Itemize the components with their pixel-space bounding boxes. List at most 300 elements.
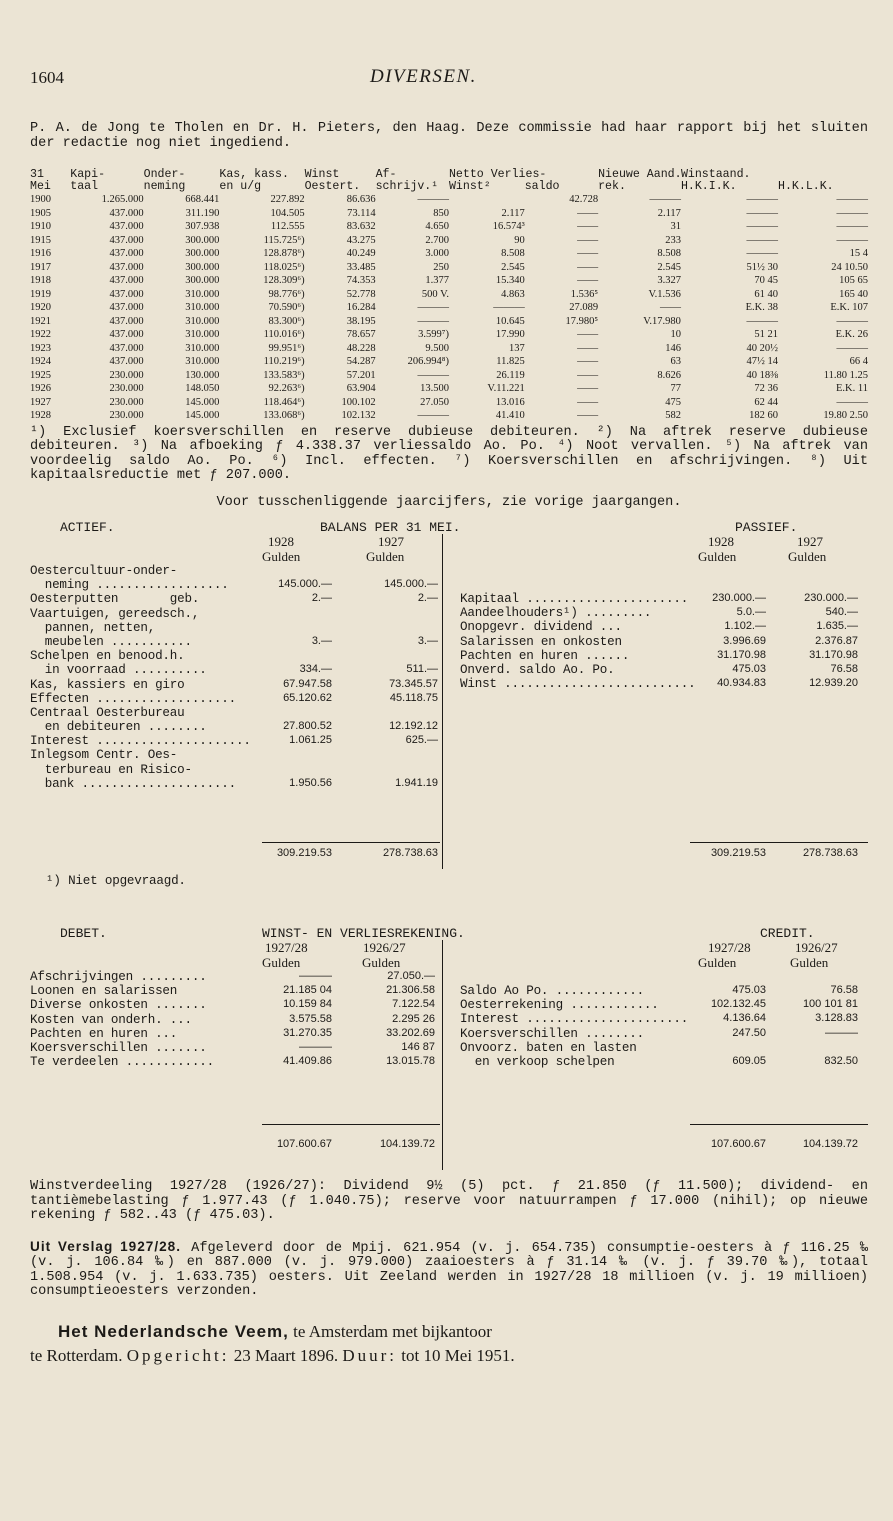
actief-label: neming ..................	[30, 578, 229, 593]
balance-sheet-header	[30, 520, 868, 534]
passief-total-rule	[690, 842, 868, 843]
credit-list	[452, 984, 868, 1069]
history-year: 1920	[30, 302, 51, 313]
history-cell: 105 65	[839, 275, 868, 286]
actief-value-2: 511.—	[406, 663, 438, 676]
history-cell: ———	[417, 410, 449, 421]
history-row	[30, 315, 868, 329]
history-cell: 54.287	[346, 356, 376, 367]
credit-value-2: 100 101 81	[802, 998, 858, 1011]
history-cell: 300.000	[185, 261, 220, 273]
history-cell: ———	[417, 302, 449, 313]
history-cell: 4.650	[425, 221, 449, 232]
history-cell: ——	[577, 234, 599, 246]
actief-value-1: 1.061.25	[289, 734, 332, 747]
debet-total-rule	[262, 1124, 440, 1125]
history-row	[30, 274, 868, 288]
passief-total-1928: 309.219.53	[710, 847, 766, 859]
actief-label: Schelpen en benood.h.	[30, 649, 185, 664]
actief-value-1: 334.—	[299, 663, 332, 676]
actief-value-2: 2.—	[417, 592, 438, 605]
history-cell: 24 10.50	[831, 261, 868, 273]
history-year: 1910	[30, 221, 51, 232]
history-cell: 300.000	[185, 248, 220, 259]
credit-value-1: 247.50	[732, 1026, 766, 1039]
history-cell: 310.000	[185, 329, 220, 340]
history-cell: 10.645	[495, 315, 525, 327]
history-head2-cell: rek.	[598, 180, 626, 193]
debet-value-2: 27.050.—	[387, 970, 435, 982]
history-row	[30, 261, 868, 275]
history-cell: 128.309⁶)	[263, 275, 305, 286]
history-cell: 437.000	[109, 261, 144, 273]
actief-label: Kas, kassiers en giro	[30, 677, 185, 692]
history-cell: ——	[577, 342, 599, 354]
debet-year-1: 1927/28	[265, 940, 308, 955]
credit-title: CREDIT.	[760, 926, 815, 941]
actief-value-2: 1.941.19	[395, 776, 438, 789]
history-row	[30, 247, 868, 261]
company-location: te Amsterdam met bijkantoor	[288, 1321, 492, 1341]
page-number: 1604	[30, 68, 64, 87]
history-head1-cell: Nieuwe Aand.	[598, 168, 682, 181]
credit-row	[452, 1027, 868, 1041]
winst-title: WINST- EN VERLIESREKENING.	[262, 926, 465, 941]
debet-label: Kosten van onderh. ...	[30, 1012, 192, 1027]
debet-row	[30, 970, 440, 984]
history-cell: 16.284	[346, 302, 376, 313]
credit-total-2: 104.139.72	[802, 1138, 858, 1150]
history-cell: ——	[577, 261, 599, 273]
history-cell: 40 20½	[746, 342, 778, 354]
profit-loss-column-headers	[30, 940, 868, 970]
actief-label: Vaartuigen, gereedsch.,	[30, 606, 200, 621]
history-cell: 118.025⁶)	[263, 261, 305, 273]
history-cell: 40 18⅜	[746, 369, 778, 381]
history-cell: 230.000	[109, 410, 144, 421]
history-cell: 133.068⁶)	[263, 410, 305, 421]
actief-value-1: 65.120.62	[283, 691, 332, 704]
history-cell: ———	[417, 369, 449, 381]
history-cell: 17.980⁵	[565, 315, 599, 327]
history-cell: ——	[577, 383, 599, 394]
history-cell: 310.000	[185, 288, 220, 300]
history-row	[30, 396, 868, 410]
history-head2-cell: H.K.L.K.	[777, 180, 834, 193]
history-cell: 112.555	[270, 221, 305, 232]
history-cell: 62 44	[754, 396, 778, 408]
history-cell: 63.904	[346, 383, 376, 394]
credit-label: Onvoorz. baten en lasten	[460, 1040, 637, 1055]
history-cell: 500 V.	[421, 288, 449, 300]
passief-label: Aandeelhouders¹) .........	[460, 606, 652, 621]
history-cell: 72 36	[754, 383, 778, 394]
debet-value-1: ———	[299, 970, 332, 982]
company-branch: te Rotterdam.	[30, 1345, 127, 1365]
history-cell: 182 60	[749, 410, 778, 421]
history-row	[30, 288, 868, 302]
history-cell: 437.000	[109, 329, 144, 340]
actief-value-1: 3.—	[311, 634, 332, 647]
history-cell: 230.000	[109, 369, 144, 381]
credit-total-1: 107.600.67	[710, 1138, 766, 1150]
passief-row	[452, 592, 868, 606]
history-cell: 3.327	[657, 275, 681, 286]
history-year: 1928	[30, 410, 51, 421]
history-cell: ———	[836, 194, 868, 205]
history-cell: 137	[508, 342, 525, 354]
actief-label: Oestercultuur-onder-	[30, 564, 178, 578]
history-row	[30, 342, 868, 356]
history-row	[30, 369, 868, 383]
actief-year-2: 1927	[378, 534, 404, 549]
debet-value-2: 7.122.54	[392, 998, 435, 1011]
credit-label: Oesterrekening ............	[460, 998, 659, 1013]
history-cell: 61 40	[754, 288, 778, 300]
history-cell: 77	[670, 383, 681, 394]
history-cell: 437.000	[109, 302, 144, 313]
credit-value-2: ———	[825, 1026, 858, 1039]
history-head2-cell: Oestert.	[304, 180, 361, 193]
credit-row	[452, 984, 868, 998]
passief-row	[452, 620, 868, 634]
history-cell: 47½ 14	[746, 356, 778, 367]
passief-value-2: 2.376.87	[815, 634, 858, 647]
history-cell: 15.340	[495, 275, 525, 286]
history-cell: 38.195	[346, 315, 376, 327]
passief-value-1: 3.996.69	[723, 634, 766, 647]
history-cell: 145.000	[185, 410, 220, 421]
actief-label: Effecten ...................	[30, 691, 237, 706]
history-header	[30, 169, 868, 193]
history-cell: 2.117	[657, 207, 681, 219]
passief-unit-2: Gulden	[788, 549, 827, 564]
page-header	[30, 60, 868, 100]
history-cell: 17.990	[495, 329, 525, 340]
history-cell: 57.201	[346, 369, 376, 381]
history-cell: ———	[417, 315, 449, 327]
history-year: 1917	[30, 261, 51, 273]
debet-value-1: ———	[299, 1040, 332, 1053]
passief-value-1: 5.0.—	[736, 606, 766, 619]
debet-list	[30, 970, 440, 1069]
history-head1-cell: 31	[30, 168, 44, 181]
credit-total-row	[452, 1138, 868, 1152]
history-cell: ——	[577, 221, 599, 232]
debet-label: Diverse onkosten .......	[30, 998, 207, 1013]
history-row	[30, 409, 868, 423]
history-cell: 300.000	[185, 275, 220, 286]
debet-value-1: 21.185 04	[283, 984, 332, 997]
actief-row	[30, 678, 440, 692]
history-cell: 233	[665, 234, 681, 246]
history-cell: 27.050	[420, 396, 449, 408]
actief-label: Centraal Oesterbureau	[30, 705, 185, 720]
history-cell	[449, 193, 525, 207]
history-cell: 41.410	[495, 410, 525, 421]
history-cell: 83.300⁶)	[268, 315, 305, 327]
history-cell: 3.000	[425, 248, 449, 259]
credit-label: Koersverschillen ........	[460, 1026, 644, 1041]
actief-row	[30, 635, 440, 649]
passief-value-2: 76.58	[830, 662, 858, 675]
history-cell: 148.050	[185, 383, 220, 394]
actief-row	[30, 763, 440, 777]
history-cell: ———	[836, 315, 868, 327]
actief-value-1: 2.—	[311, 592, 332, 605]
history-cell: 13.500	[420, 383, 449, 394]
actief-total-row	[30, 847, 440, 861]
history-cell: 1.377	[425, 275, 449, 286]
history-head1-cell: Winst	[304, 168, 340, 181]
actief-value-1: 145.000.—	[278, 578, 332, 591]
credit-unit-1: Gulden	[698, 955, 737, 970]
history-cell: 437.000	[109, 288, 144, 300]
actief-title: ACTIEF.	[60, 520, 115, 535]
history-row	[30, 328, 868, 342]
history-head1-cell: Kapi-	[70, 168, 106, 181]
debet-value-1: 31.270.35	[283, 1026, 332, 1039]
actief-label: Interest .....................	[30, 734, 251, 749]
history-cell: 73.114	[347, 207, 376, 219]
history-head1-cell: Netto Verlies-	[448, 168, 547, 181]
debet-row	[30, 1055, 440, 1069]
debet-label: Koersverschillen .......	[30, 1040, 207, 1055]
history-cell: 4.863	[501, 288, 525, 300]
debet-unit-1: Gulden	[262, 955, 301, 970]
history-head2-cell: neming	[143, 180, 186, 193]
actief-label: pannen, netten,	[30, 620, 156, 635]
passief-value-2: 12.939.20	[809, 677, 858, 690]
history-cell: 230.000	[109, 396, 144, 408]
history-cell: 165 40	[839, 288, 868, 300]
history-cell: 227.892	[270, 194, 305, 205]
history-head1-cell: Af-	[375, 168, 397, 181]
history-cell: 26.119	[496, 369, 525, 381]
history-cell: ——	[577, 248, 599, 259]
credit-value-1: 102.132.45	[710, 998, 766, 1011]
history-cell: ——	[577, 396, 599, 408]
actief-unit-2: Gulden	[366, 549, 405, 564]
passief-row	[452, 649, 868, 663]
history-cell: 48.228	[346, 342, 376, 354]
history-cell: ———	[649, 194, 681, 205]
actief-value-2: 145.000.—	[384, 578, 438, 591]
history-cell: 437.000	[109, 356, 144, 367]
actief-total-rule	[262, 842, 440, 843]
history-cell: 11.80 1.25	[823, 369, 868, 381]
history-head2-cell: saldo	[524, 180, 560, 193]
history-row	[30, 207, 868, 221]
history-cell: 2.545	[657, 261, 681, 273]
history-cell: 110.016⁶)	[263, 329, 305, 340]
history-cell: 310.000	[185, 315, 220, 327]
credit-value-1: 609.05	[732, 1054, 766, 1067]
actief-label: en debiteuren ........	[30, 720, 207, 735]
actief-row	[30, 777, 440, 791]
actief-label: terbureau en Risico-	[30, 762, 192, 777]
history-year: 1924	[30, 356, 51, 367]
debet-value-2: 13.015.78	[386, 1055, 435, 1068]
credit-row	[452, 1041, 868, 1055]
history-cell: 128.878⁶)	[263, 248, 305, 259]
history-cell: 92.263⁶)	[268, 383, 305, 394]
history-head2-cell: H.K.I.K.	[680, 180, 737, 193]
annual-report-summary	[30, 1240, 868, 1300]
history-cell: 145.000	[185, 396, 220, 408]
history-head1-cell: Onder-	[143, 168, 186, 181]
history-year: 1927	[30, 396, 51, 408]
history-cell: 33.485	[346, 261, 376, 273]
credit-row	[452, 998, 868, 1012]
history-cell: 475	[665, 396, 681, 408]
debet-total-2: 104.139.72	[379, 1138, 435, 1150]
history-row	[30, 355, 868, 369]
history-cell: 63	[670, 356, 681, 367]
history-cell: 83.632	[346, 221, 376, 232]
passief-label: Pachten en huren ......	[460, 648, 630, 663]
passief-title: PASSIEF.	[735, 520, 798, 535]
debet-unit-2: Gulden	[362, 955, 401, 970]
intro-paragraph: P. A. de Jong te Tholen en Dr. H. Pieters, den Haag. Deze commissie had haar rapport bij het sluiten der redactie nog niet ingediend.	[30, 121, 868, 151]
history-row	[30, 301, 868, 315]
actief-list	[30, 564, 440, 791]
credit-year-2: 1926/27	[795, 940, 838, 955]
history-cell: V.17.980	[643, 315, 681, 327]
history-cell: 15 4	[849, 248, 868, 259]
history-cell: ———	[746, 221, 778, 232]
balance-divider	[442, 534, 443, 869]
history-cell: 78.657	[346, 329, 376, 340]
history-cell: ———	[836, 221, 868, 232]
actief-row	[30, 592, 440, 606]
history-cell: 850	[433, 207, 449, 219]
history-cell: 300.000	[185, 234, 220, 246]
history-head2-cell: taal	[70, 180, 99, 193]
history-cell: 9.500	[425, 342, 449, 354]
credit-label: Saldo Ao Po. ............	[460, 984, 644, 998]
passief-value-1: 475.03	[732, 662, 766, 675]
debet-label: Pachten en huren ...	[30, 1026, 178, 1041]
debet-title: DEBET.	[60, 926, 107, 941]
history-cell: 307.938	[185, 221, 220, 232]
history-cell: ——	[577, 356, 599, 367]
actief-row	[30, 706, 440, 720]
history-cell: 10	[670, 329, 681, 340]
history-cell: 13.016	[495, 396, 525, 408]
history-cell: 437.000	[109, 221, 144, 232]
history-body	[30, 193, 868, 423]
actief-label: Inlegsom Centr. Oes-	[30, 748, 178, 763]
history-cell: 52.778	[346, 288, 376, 300]
debet-value-2: 2.295 26	[392, 1012, 435, 1025]
history-cell: 90	[514, 234, 525, 246]
history-cell: ——	[577, 410, 599, 421]
history-cell: 311.190	[185, 207, 220, 219]
history-year: 1922	[30, 329, 51, 340]
history-cell: 19.80 2.50	[823, 410, 868, 421]
debet-row	[30, 998, 440, 1012]
passief-label: Onopgevr. dividend ...	[460, 620, 622, 635]
actief-unit-1: Gulden	[262, 549, 301, 564]
debet-value-2: 146 87	[401, 1040, 435, 1053]
passief-value-1: 40.934.83	[717, 677, 766, 690]
history-cell: ———	[836, 396, 868, 408]
passief-label: Winst ..........................	[460, 677, 696, 692]
history-cell: 310.000	[185, 356, 220, 367]
history-year: 1918	[30, 275, 51, 286]
report-lead: Uit Verslag 1927/28.	[30, 1238, 181, 1254]
company-entry	[30, 1320, 868, 1368]
passief-label: Salarissen en onkosten	[460, 634, 622, 649]
debet-label: Afschrijvingen .........	[30, 970, 207, 984]
history-cell: 1.536⁵	[570, 288, 599, 300]
history-cell: 310.000	[185, 302, 220, 313]
passief-year-2: 1927	[797, 534, 823, 549]
actief-total-1928: 309.219.53	[276, 847, 332, 859]
passief-value-1: 1.102.—	[724, 620, 766, 633]
actief-row	[30, 748, 440, 762]
history-cell: 43.275	[346, 234, 376, 246]
profit-loss-account	[30, 926, 868, 1174]
history-cell: 437.000	[109, 315, 144, 327]
passief-row	[452, 677, 868, 691]
page	[30, 60, 868, 1368]
profit-distribution: Winstverdeeling 1927/28 (1926/27): Dividend 9½ (5) pct. ƒ 21.850 (ƒ 11.500); dividend- en tantièmebelasting ƒ 1.977.43 (ƒ 1.040.75); reserve voor natuurrampen ƒ 17.000 (nihil); op nieuwe rekening ƒ 582..43 (ƒ 475.03).	[30, 1179, 868, 1223]
history-cell: ———	[746, 315, 778, 327]
history-cell: 582	[665, 410, 681, 421]
history-cell: 3.599⁷)	[418, 329, 449, 340]
debet-row	[30, 1013, 440, 1027]
passief-value-2: 31.170.98	[809, 648, 858, 661]
credit-year-1: 1927/28	[708, 940, 751, 955]
history-cell: ———	[836, 234, 868, 246]
actief-row	[30, 692, 440, 706]
history-cell: ———	[746, 234, 778, 246]
company-name: Het Nederlandsche Veem,	[58, 1321, 289, 1341]
history-cell: 27.089	[569, 302, 599, 313]
history-footnotes: ¹) Exclusief koersverschillen en reserve dubieuse debiteuren. ²) Na aftrek reserve dubieuse debiteuren. ³) Na afboeking ƒ 4.338.37 verliessaldo Ao. Po. ⁴) Noot vervallen. ⁵) Na aftrek van voordeelig saldo Ao. Po. ⁶) Incl. effecten. ⁷) Koersverschillen en afschrijvingen. ⁸) Uit kapitaalsreductie met ƒ 207.000.	[30, 424, 868, 483]
actief-value-2: 625.—	[405, 734, 438, 747]
credit-row	[452, 1055, 868, 1069]
history-cell: 8.508	[657, 248, 681, 259]
credit-total-rule	[690, 1124, 868, 1125]
history-cell: 11.825	[496, 356, 525, 367]
balance-note: ¹) Niet opgevraagd.	[46, 874, 186, 888]
history-cell: E.K. 11	[836, 383, 868, 394]
actief-value-1: 67.947.58	[283, 677, 332, 690]
passief-value-2: 1.635.—	[816, 620, 858, 633]
actief-label: bank .....................	[30, 776, 237, 791]
passief-row	[452, 663, 868, 677]
history-cell: ———	[493, 302, 525, 313]
debet-value-1: 3.575.58	[289, 1012, 332, 1025]
history-cell: 437.000	[109, 234, 144, 246]
actief-value-2: 3.—	[417, 634, 438, 647]
history-cell: ———	[836, 207, 868, 219]
history-head1-cell: Kas, kass.	[219, 168, 289, 181]
history-row	[30, 220, 868, 234]
history-row	[30, 382, 868, 396]
credit-value-1: 475.03	[732, 984, 766, 996]
history-cell: 110.219⁶)	[263, 356, 305, 367]
history-cell: 668.441	[185, 194, 220, 205]
founded-value: 23 Maart 1896.	[229, 1345, 343, 1365]
history-cell: ———	[746, 194, 778, 205]
history-cell: 70.590⁶)	[268, 302, 305, 313]
credit-value-2: 832.50	[824, 1054, 858, 1067]
history-cell: 437.000	[109, 207, 144, 219]
